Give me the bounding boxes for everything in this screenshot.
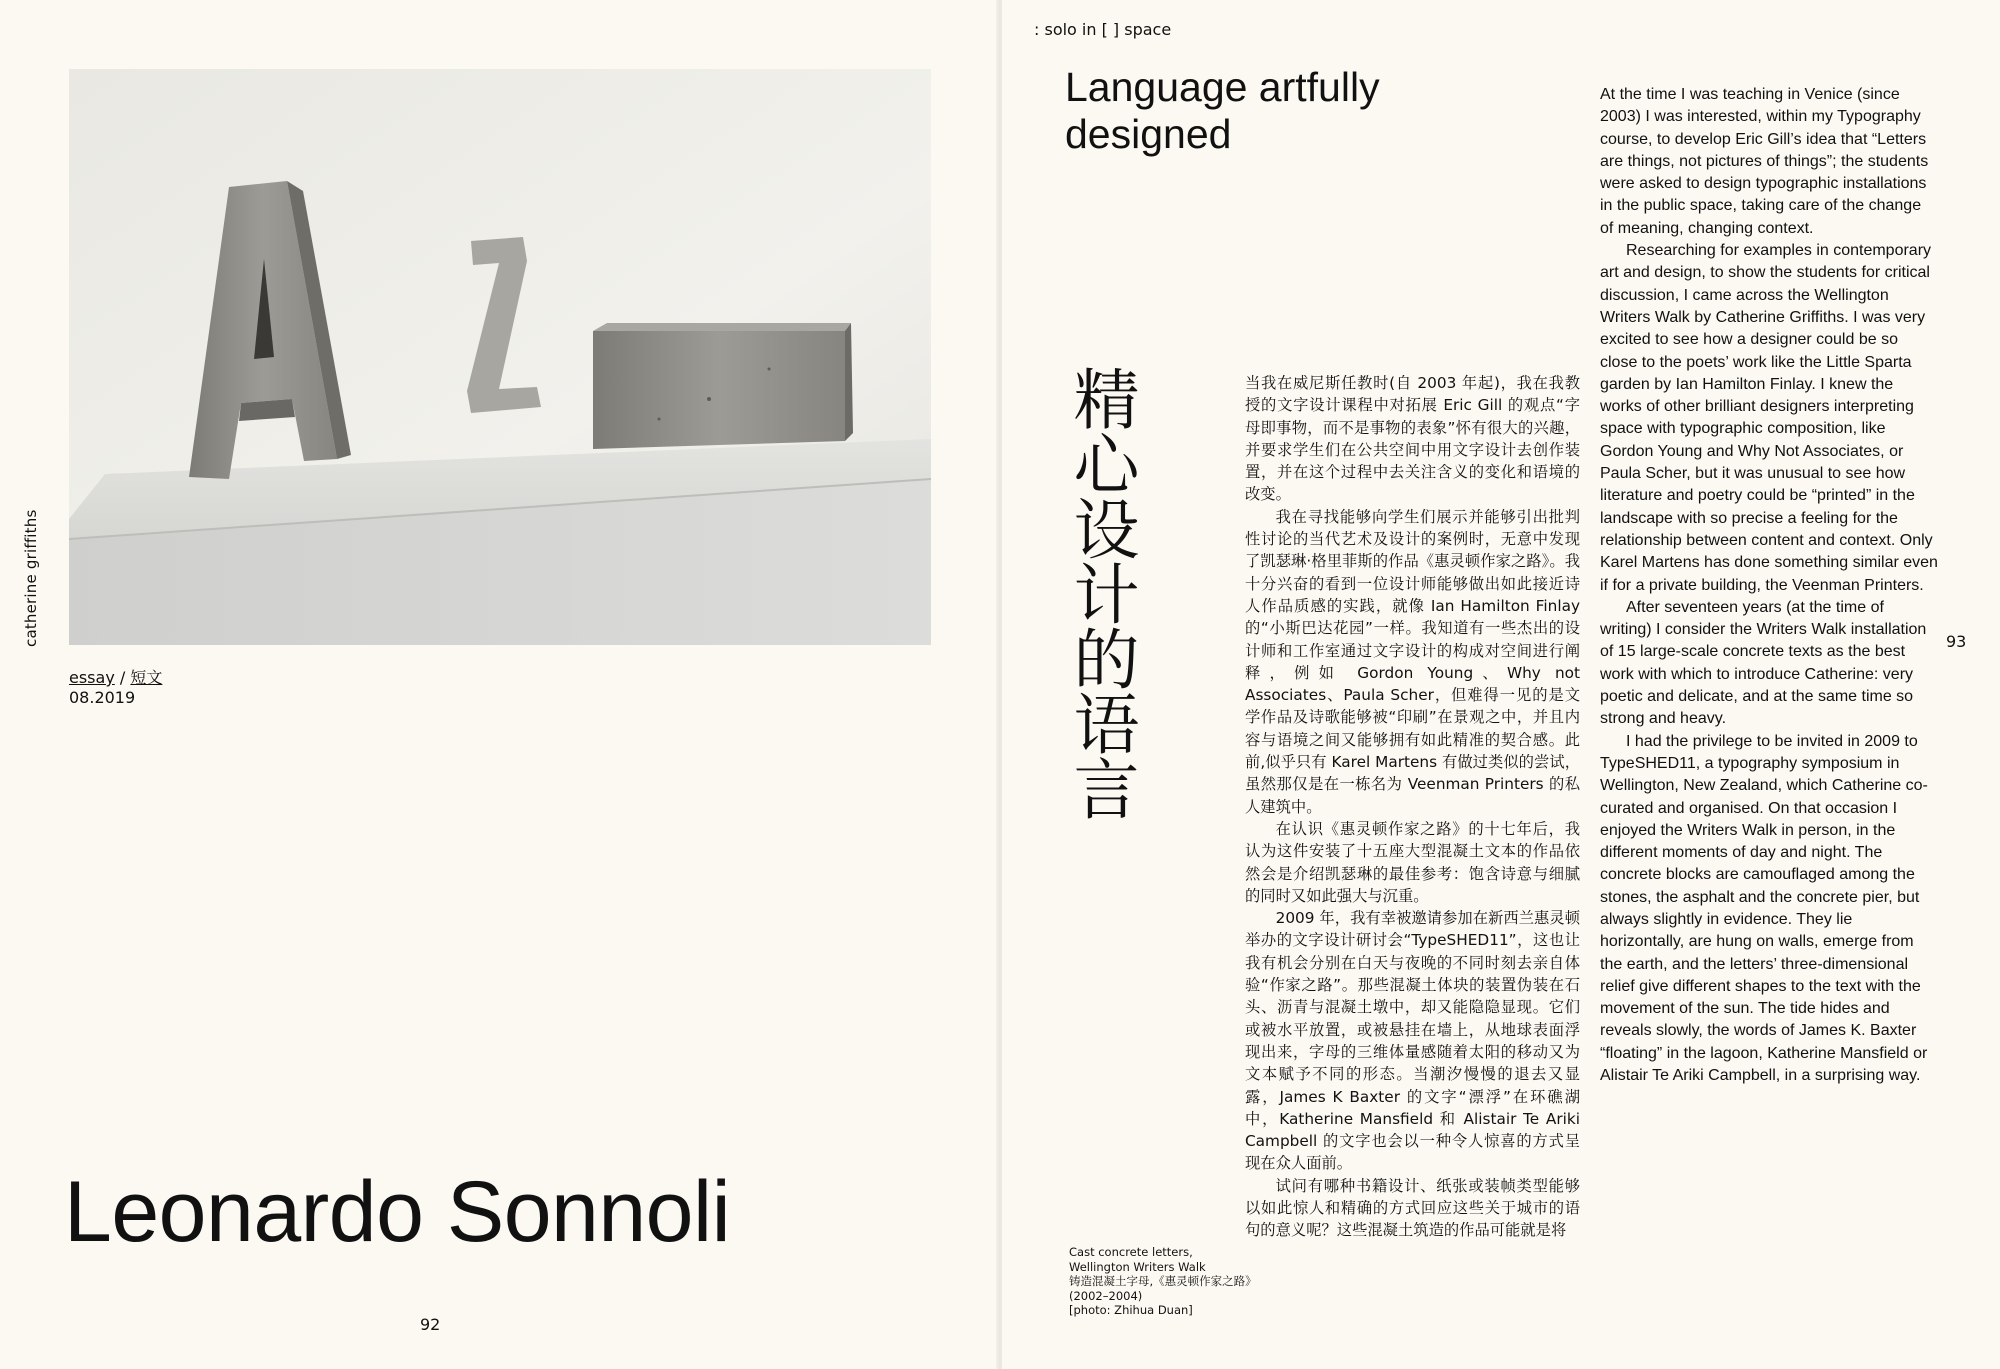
title-chinese-vertical: 精心设计的语言 <box>1062 365 1139 820</box>
zh-paragraph: 2009 年，我有幸被邀请参加在新西兰惠灵顿举办的文字设计研讨会“TypeSHED11”，这也让我有机会分别在白天与夜晚的不同时刻去亲自体验“作家之路”。那些混凝土体块的装置伪装在石头、沥青与混凝土墩中，却又能隐隐显现。它们或被水平放置，或被悬挂在墙上，从地球表面浮现出来，字母的三维体量感随着太阳的移动又为文本赋予不同的形态。当潮汐慢慢的退去又显露，James K Baxter 的文字“漂浮”在环礁湖中，Katherine Mansfield 和 Alistair Te Ariki Campbell 的文字也会以一种令人惊喜的方式呈现在众人面前。 <box>1245 909 1580 1173</box>
type-en-link[interactable]: essay <box>69 668 115 687</box>
side-author-name: catherine griffiths <box>22 509 40 647</box>
caption-line: (2002–2004) <box>1069 1288 1143 1303</box>
section-kicker: : solo in [ ] space <box>1034 20 1172 39</box>
zh-paragraph: 在认识《惠灵顿作家之路》的十七年后，我认为这件安装了十五座大型混凝土文本的作品依然会是介绍凯瑟琳的最佳参考：饱含诗意与细腻的同时又如此强大与沉重。 <box>1245 819 1580 905</box>
caption-line: [photo: Zhihua Duan] <box>1069 1303 1193 1317</box>
body-english <box>1600 84 1938 1087</box>
page-number-right: 93 <box>1946 632 1967 651</box>
concrete-block-sculpture <box>593 323 853 449</box>
en-paragraph: At the time I was teaching in Venice (since 2003) I was interested, within my Typography course, to develop Eric Gill’s idea that “Letters are things, not pictures of things”; the students were asked to design typographic installations in the public space, taking care of the change of meaning, changing context. <box>1600 86 1929 237</box>
en-paragraph: Researching for examples in contemporary art and design, to show the students for critical discussion, I came across the Wellington Writers Walk by Catherine Griffiths. I was very excited to see how a designer could be so close to the poets’ work like the Little Sparta garden by Ian Hamilton Finlay. I knew the works of other brilliant designers interpreting space with typographic composition, like Gordon Young and Why Not Associates, or Paula Scher, but it was unusual to see how literature and poetry could be “printed” in the landscape with so precise a feeling for the relationship between content and context. Only Karel Martens has done something similar even if for a private building, the Veenman Printers. <box>1600 242 1938 594</box>
article-date: 08.2019 <box>69 688 136 707</box>
photo-caption <box>1069 1245 1309 1318</box>
type-separator: / <box>119 668 126 687</box>
zh-paragraph: 当我在威尼斯任教时(自 2003 年起)，我在我教授的文字设计课程中对拓展 Eric Gill 的观点“字母即事物，而不是事物的表象”怀有很大的兴趣，并要求学生们在公共空间中用文字设计去创作装置，并在这个过程中去关注含义的变化和语境的改变。 <box>1245 374 1580 504</box>
left-page <box>0 0 998 1369</box>
body-chinese <box>1245 372 1580 1242</box>
photo-illustration <box>69 69 931 645</box>
type-zh-link[interactable]: 短文 <box>130 668 163 687</box>
zh-paragraph: 我在寻找能够向学生们展示并能够引出批判性讨论的当代艺术及设计的案例时，无意中发现了凯瑟琳·格里菲斯的作品《惠灵顿作家之路》。我十分兴奋的看到一位设计师能够做出如此接近诗人作品质感的实践，就像 Ian Hamilton Finlay 的“小斯巴达花园”一样。我知道有一些杰出的设计师和工作室通过文字设计的构成对空间进行阐释，例如 Gordon Young、Why not Associates、Paula Scher，但难得一见的是文学作品及诗歌能够被“印刷”在景观之中，并且内容与语境之间又能够拥有如此精准的契合感。此前,似乎只有 Karel Martens 有做过类似的尝试，虽然那仅是在一栋名为 Veenman Printers 的私人建筑中。 <box>1245 507 1580 816</box>
en-paragraph: I had the privilege to be invited in 2009 to TypeSHED11, a typography symposium in Wellington, New Zealand, which Catherine co-curated and organised. On that occasion I enjoyed the Writers Walk in person, in the different moments of day and night. The concrete blocks are camouflaged among the stones, the asphalt and the concrete pier, but always slightly in evidence. They lie horizontally, are hung on walls, emerge from the earth, and the letters’ three-dimensional relief give different shapes to the text with the movement of the sun. The tide hides and reveals slowly, the words of James K. Baxter “floating” in the lagoon, Katherine Mansfield or Alistair Te Ariki Campbell, in a surprising way. <box>1600 732 1928 1085</box>
article-meta <box>69 668 162 708</box>
concrete-letters-photo <box>69 69 931 645</box>
en-paragraph: After seventeen years (at the time of writing) I consider the Writers Walk installation of 15 large-scale concrete texts as the best work with which to introduce Catherine: very poetic and delicate, and at the same time so strong and heavy. <box>1600 598 1927 728</box>
caption-line: 铸造混凝土字母,《惠灵顿作家之路》 <box>1069 1274 1257 1288</box>
caption-line: Cast concrete letters, <box>1069 1245 1193 1259</box>
author-name: Leonardo Sonnoli <box>64 1164 731 1260</box>
page-number-left: 92 <box>420 1315 441 1334</box>
zh-paragraph: 试问有哪种书籍设计、纸张或装帧类型能够以如此惊人和精确的方式回应这些关于城市的语句的意义呢？这些混凝土筑造的作品可能就是将 <box>1245 1176 1580 1240</box>
caption-line: Wellington Writers Walk <box>1069 1259 1206 1274</box>
title-english: Language artfully designed <box>1065 64 1380 157</box>
